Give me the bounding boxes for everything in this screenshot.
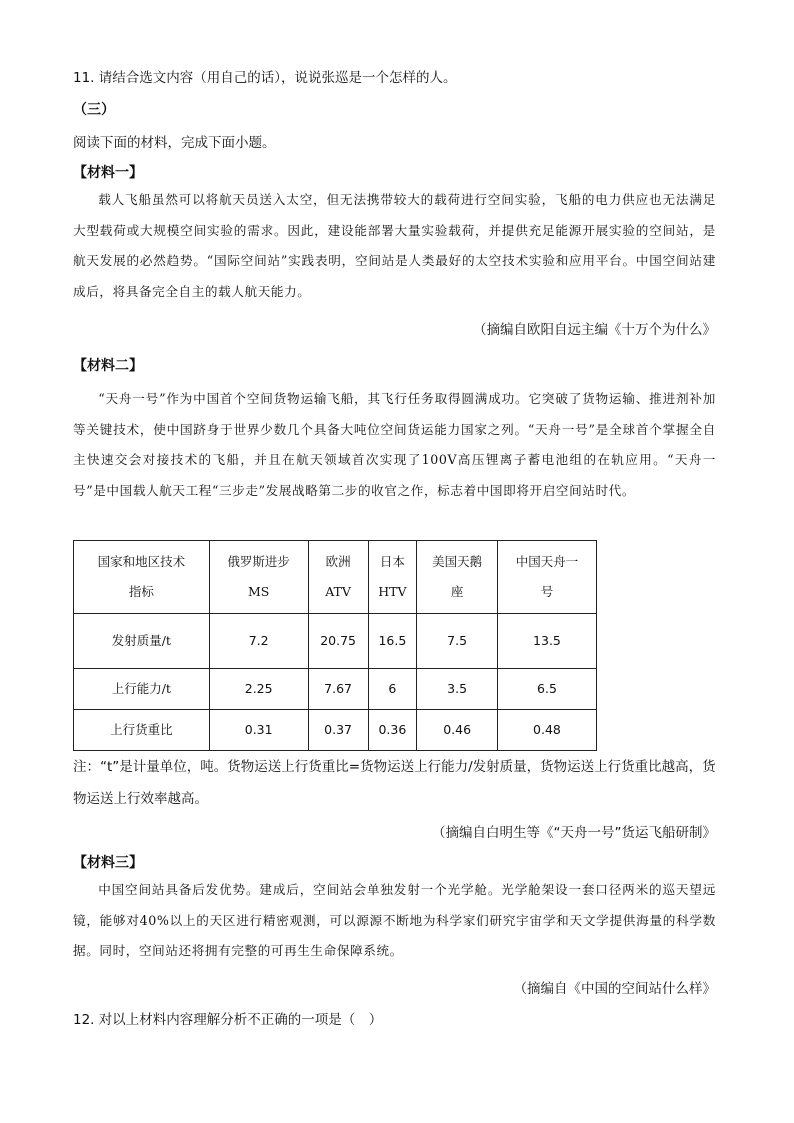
table-cell: 7.2 — [209, 614, 308, 669]
table-row — [74, 669, 597, 710]
table-cell: 13.5 — [497, 614, 596, 669]
question-11: 11. 请结合选文内容（用自己的话），说说张巡是一个怎样的人。 — [73, 70, 457, 86]
material-two-source: （摘编自白明生等《“天舟一号”货运飞船研制》 — [432, 825, 716, 841]
table-header-cell: 中国天舟一 号 — [497, 541, 596, 614]
table-note: 注：“t”是计量单位，吨。货物运送上行货重比=货物运送上行能力/发射质量，货物运送上行货重比越高，货物运送上行效率越高。 — [73, 759, 716, 807]
section-three-heading: （三） — [73, 102, 115, 118]
material-one-source: （摘编自欧阳自远主编《十万个为什么》 — [473, 322, 716, 338]
table-cell: 3.5 — [417, 669, 498, 710]
table-header-row — [74, 541, 597, 614]
table-header-cell: 日本 HTV — [368, 541, 417, 614]
table-cell: 7.67 — [308, 669, 368, 710]
table-cell: 6 — [368, 669, 417, 710]
spacecraft-comparison-table — [73, 540, 597, 751]
table-cell: 0.36 — [368, 710, 417, 751]
table-cell: 0.37 — [308, 710, 368, 751]
material-two-title: 【材料二】 — [73, 358, 143, 374]
material-two-body: “天舟一号”作为中国首个空间货物运输飞船，其飞行任务取得圆满成功。它突破了货物运输、推进剂补加等关键技术，使中国跻身于世界少数几个具备大吨位空间货运能力国家之列。“天舟一号”是全球首个掌握全自主快速交会对接技术的飞船，并且在航天领域首次实现了100V高压锂离子蓄电池组的在轨应用。“天舟一号”是中国载人航天工程“三步走”发展战略第二步的收官之作，标志着中国即将开启空间站时代。 — [73, 391, 716, 498]
table-header-cell: 欧洲 ATV — [308, 541, 368, 614]
question-12: 12. 对以上材料内容理解分析不正确的一项是（ ） — [73, 1012, 383, 1028]
table-cell: 7.5 — [417, 614, 498, 669]
table-row — [74, 710, 597, 751]
table-header-cell: 国家和地区技术 指标 — [74, 541, 210, 614]
table-cell: 16.5 — [368, 614, 417, 669]
material-three-title: 【材料三】 — [73, 855, 143, 871]
table-cell: 0.46 — [417, 710, 498, 751]
table-header-cell: 俄罗斯进步 MS — [209, 541, 308, 614]
table-row-label: 上行货重比 — [74, 710, 210, 751]
material-one-body: 载人飞船虽然可以将航天员送入太空，但无法携带较大的载荷进行空间实验，飞船的电力供应也无法满足大型载荷或大规模空间实验的需求。因此，建设能部署大量实验载荷，并提供充足能源开展实验的空间站，是航天发展的必然趋势。“国际空间站”实践表明，空间站是人类最好的太空技术实验和应用平台。中国空间站建成后，将具备完全自主的载人航天能力。 — [73, 192, 716, 299]
table-cell: 0.31 — [209, 710, 308, 751]
table-cell: 0.48 — [497, 710, 596, 751]
material-three-source: （摘编自《中国的空间站什么样》 — [513, 981, 716, 997]
table-row-label: 上行能力/t — [74, 669, 210, 710]
table-cell: 20.75 — [308, 614, 368, 669]
table-cell: 6.5 — [497, 669, 596, 710]
material-three-body: 中国空间站具备后发优势。建成后，空间站会单独发射一个光学舱。光学舱架设一套口径两米的巡天望远镜，能够对40%以上的天区进行精密观测，可以源源不断地为科学家们研究宇宙学和天文学提供海量的科学数据。同时，空间站还将拥有完整的可再生生命保障系统。 — [73, 882, 716, 958]
reading-instruction: 阅读下面的材料，完成下面小题。 — [73, 135, 276, 151]
table-cell: 2.25 — [209, 669, 308, 710]
table-row — [74, 614, 597, 669]
material-one-title: 【材料一】 — [73, 165, 143, 181]
table-header-cell: 美国天鹅 座 — [417, 541, 498, 614]
table-row-label: 发射质量/t — [74, 614, 210, 669]
